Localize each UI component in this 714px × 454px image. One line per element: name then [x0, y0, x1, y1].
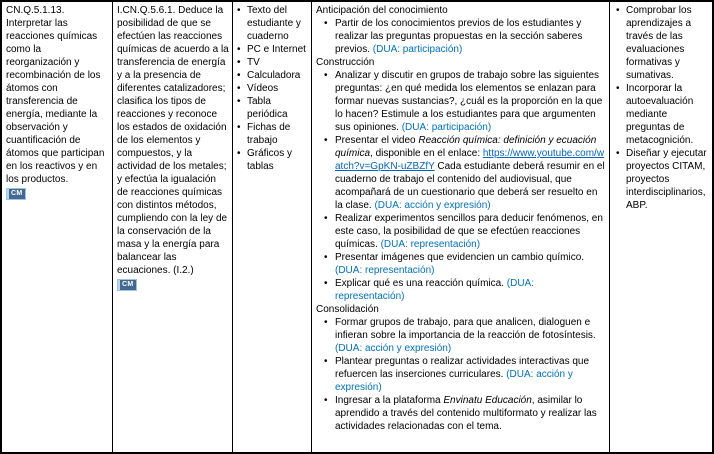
- bullet-icon: •: [324, 356, 328, 367]
- bullet-icon: •: [324, 278, 328, 289]
- phase-heading: Anticipación del conocimiento: [316, 5, 448, 16]
- list-item-text: [335, 69, 606, 134]
- bullet-icon: •: [237, 83, 241, 94]
- dua-tag: (DUA: representación): [335, 265, 435, 276]
- activity-text: Presentar el video: [335, 135, 419, 146]
- list-item: [614, 147, 709, 212]
- list-item-text: [335, 277, 606, 303]
- column-skill: [2, 2, 113, 452]
- list-item: [316, 69, 606, 134]
- dua-tag: (DUA: representación): [335, 278, 534, 302]
- list-item: [237, 69, 308, 82]
- list-item: [237, 95, 308, 121]
- bullet-icon: •: [616, 83, 620, 94]
- cm-marker-icon: CM: [117, 279, 137, 291]
- activity-text: Partir de los conocimientos previos de los estudiantes y realizar las preguntas propuestas en la sección saberes previos.: [335, 18, 583, 55]
- column-evaluation: [610, 2, 712, 452]
- list-item: [316, 394, 606, 433]
- bullet-icon: •: [237, 70, 241, 81]
- phase-heading: Consolidación: [316, 304, 379, 315]
- list-item: [316, 251, 606, 277]
- list-item: [316, 316, 606, 355]
- column-resources: [233, 2, 312, 452]
- activity-text: Formar grupos de trabajo, para que analicen, dialoguen e infieran sobre la importancia de la reacción de fotosíntesis.: [335, 317, 596, 341]
- list-item-text: Comprobar los aprendizajes a través de las evaluaciones formativas y sumativas.: [626, 5, 692, 81]
- list-item-text: Fichas de trabajo: [247, 122, 291, 146]
- activity-text: Presentar imágenes que evidencien un cambio químico.: [335, 252, 585, 263]
- italic-title: Envinatu Educación: [443, 395, 532, 406]
- bullet-icon: •: [324, 317, 328, 328]
- list-item-text: [335, 394, 606, 433]
- bullet-icon: •: [324, 252, 328, 263]
- bullet-icon: •: [616, 148, 620, 159]
- column-indicator: [113, 2, 233, 452]
- italic-title: Reacción química: definición y ecuación química: [335, 135, 597, 159]
- bullet-icon: •: [616, 5, 620, 16]
- list-item: [614, 4, 709, 82]
- cm-marker-icon: CM: [6, 188, 26, 200]
- activity-text: Plantear preguntas o realizar actividades interactivas que refuercen las inserciones curriculares.: [335, 356, 590, 380]
- bullet-icon: •: [324, 395, 328, 406]
- list-item-text: [335, 355, 606, 394]
- bullet-icon: •: [237, 5, 241, 16]
- bullet-icon: •: [237, 57, 241, 68]
- list-item-text: [335, 212, 606, 251]
- dua-tag: (DUA: acción y expresión): [335, 343, 452, 354]
- activity-text: Realizar experimentos sencillos para deducir fenómenos, en este caso, la posibilidad de que se efectúen reacciones químicas.: [335, 213, 603, 250]
- list-item-text: Tabla periódica: [247, 96, 288, 120]
- list-item-text: TV: [247, 57, 260, 68]
- bullet-icon: •: [324, 18, 328, 29]
- activity-text: , disponible en el enlace:: [370, 148, 483, 159]
- list-item: [316, 277, 606, 303]
- bullet-icon: •: [324, 213, 328, 224]
- activity-text: Explicar qué es una reacción química.: [335, 278, 507, 289]
- list-item-text: Calculadora: [247, 70, 301, 81]
- list-item: [614, 82, 709, 147]
- list-item-text: [335, 251, 606, 277]
- list-item-text: [335, 17, 606, 56]
- activity-text: Ingresar a la plataforma: [335, 395, 444, 406]
- list-item: [237, 121, 308, 147]
- phase-heading: Construcción: [316, 57, 375, 68]
- bullet-icon: •: [324, 135, 328, 146]
- activity-text: , asimilar lo aprendido a través del contenido multiformato y realizar las actividades relacionadas con el tema.: [335, 395, 597, 432]
- list-item-text: Gráficos y tablas: [247, 148, 293, 172]
- bullet-icon: •: [237, 148, 241, 159]
- list-item: [316, 212, 606, 251]
- activity-text: Cada estudiante deberá resumir en el cuaderno de trabajo el contenido del audiovisual, que acompañará de un cuestionario que deberá ser resuelto en la clase.: [335, 161, 605, 211]
- list-item-text: Vídeos: [247, 83, 279, 94]
- list-item-text: Diseñar y ejecutar proyectos CITAM, proyectos interdisciplinarios, ABP.: [626, 148, 707, 211]
- list-item: [316, 355, 606, 394]
- list-item: [237, 4, 308, 43]
- column-activities: [312, 2, 610, 452]
- list-item: [237, 43, 308, 56]
- dua-tag: (DUA: acción y expresión): [374, 200, 491, 211]
- bullet-icon: •: [237, 122, 241, 133]
- bullet-icon: •: [237, 96, 241, 107]
- dua-tag: (DUA: representación): [380, 239, 481, 250]
- list-item: [237, 82, 308, 95]
- list-item-text: [335, 134, 606, 212]
- activity-text: Analizar y discutir en grupos de trabajo sobre las siguientes preguntas: ¿en qué medida los elementos se enlazan para formar nuevas sustancias?, ¿cuál es la proporción en la que lo hacen? Estimule a los estudiantes para que argumenten sus opiniones.: [335, 70, 603, 133]
- list-item-text: Incorporar la autoevaluación mediante preguntas de metacognición.: [626, 83, 694, 146]
- list-item: [237, 147, 308, 173]
- list-item-text: [335, 316, 606, 355]
- list-item: [316, 17, 606, 56]
- bullet-icon: •: [324, 70, 328, 81]
- skill-text: CN.Q.5.1.13. Interpretar las reacciones químicas como la reorganización y recombinación de los átomos con transferencia de energía, mediante la observación y cuantificación de átomos que participan en los reactivos y en los productos.: [6, 5, 105, 185]
- dua-tag: (DUA: acción y expresión): [335, 369, 573, 393]
- list-item: [237, 56, 308, 69]
- list-item: [316, 134, 606, 212]
- bullet-icon: •: [237, 44, 241, 55]
- indicator-text: I.CN.Q.5.6.1. Deduce la posibilidad de que se efectúen las reacciones químicas de acuerdo a la transferencia de energía y a la presencia de diferentes catalizadores; clasifica los tipos de reacciones y reconoce los estados de oxidación de los elementos y compuestos, y la actividad de los metales; y efectúa la igualación de reacciones químicas con distintos métodos, cumpliendo con la ley de la conservación de la masa y la energía para balancear las ecuaciones. (I.2.): [117, 5, 229, 276]
- dua-tag: (DUA: participación): [401, 122, 492, 133]
- list-item-text: PC e Internet: [247, 44, 306, 55]
- youtube-link[interactable]: https://www.youtube.com/watch?v=GpKN-uZBZfY: [335, 148, 605, 172]
- dua-tag: (DUA: participación): [372, 44, 463, 55]
- list-item-text: Texto del estudiante y cuaderno: [247, 5, 301, 42]
